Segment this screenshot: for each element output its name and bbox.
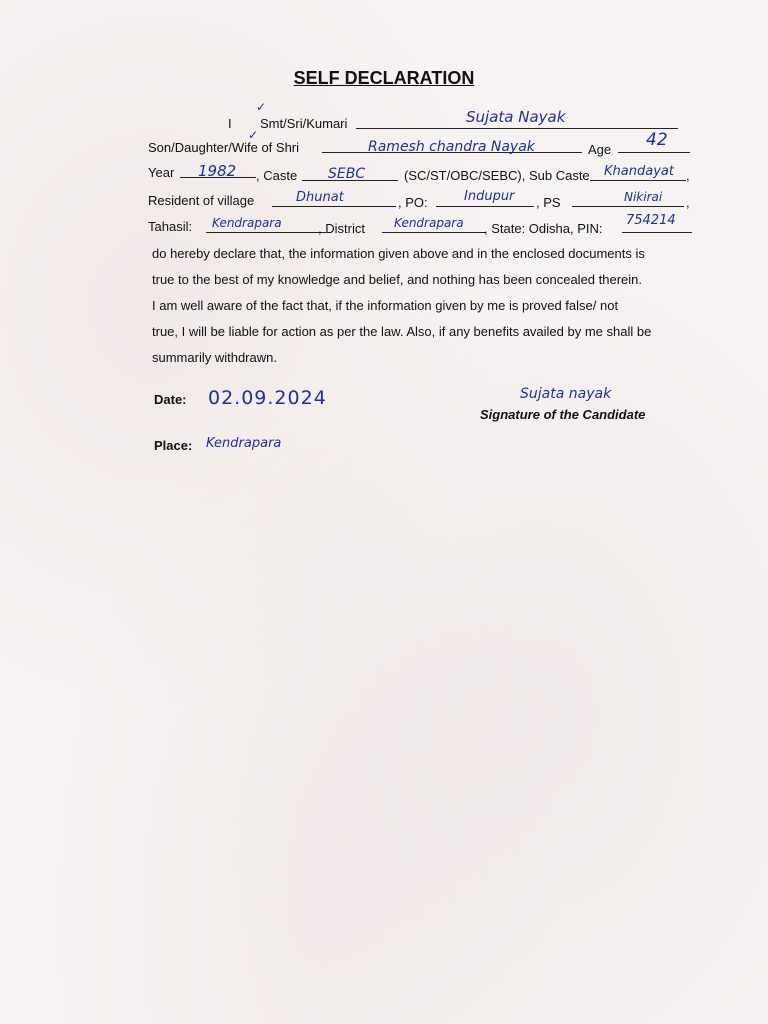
declaration-line: true to the best of my knowledge and belief, and nothing has been concealed therein. bbox=[152, 272, 643, 287]
declaration-line: summarily withdrawn. bbox=[152, 350, 277, 365]
pronoun-i: I bbox=[228, 116, 232, 131]
caste-value: SEBC bbox=[328, 166, 366, 182]
document-title: SELF DECLARATION bbox=[293, 68, 475, 88]
signature-handwritten: Sujata nayak bbox=[520, 386, 612, 402]
po-underline bbox=[436, 206, 534, 207]
row4-comma: , bbox=[686, 195, 690, 210]
declaration-paragraph bbox=[152, 241, 698, 371]
year-label: Year bbox=[148, 165, 175, 180]
po-value: Indupur bbox=[464, 189, 515, 204]
pin-underline bbox=[622, 232, 692, 233]
date-value: 02.09.2024 bbox=[208, 387, 327, 409]
caste-label: , Caste bbox=[256, 168, 298, 183]
tahasil-underline bbox=[206, 232, 326, 233]
signature-label: Signature of the Candidate bbox=[480, 407, 646, 422]
date-label: Date: bbox=[154, 392, 187, 407]
place-label: Place: bbox=[154, 438, 193, 453]
subcaste-underline bbox=[590, 180, 686, 181]
district-label: , District bbox=[318, 221, 365, 236]
candidate-name: Sujata Nayak bbox=[466, 108, 566, 126]
sub-caste-value: Khandayat bbox=[604, 164, 674, 179]
state-pin-label: , State: Odisha, PIN: bbox=[484, 221, 603, 236]
village-underline bbox=[272, 206, 396, 207]
relation-label: Son/Daughter/Wife of Shri bbox=[148, 140, 300, 155]
village-value: Dhunat bbox=[296, 190, 344, 205]
ps-underline bbox=[572, 206, 684, 207]
age-label: Age bbox=[588, 142, 612, 157]
ps-label: , PS bbox=[536, 195, 561, 210]
tahasil-value: Kendrapara bbox=[212, 216, 282, 230]
declaration-line: I am well aware of the fact that, if the information given by me is proved false/ not bbox=[152, 298, 619, 313]
pin-value: 754214 bbox=[626, 213, 676, 228]
district-value: Kendrapara bbox=[394, 216, 464, 230]
ps-value: Nikirai bbox=[624, 190, 663, 204]
tick-mark: ✓ bbox=[256, 100, 267, 114]
father-name: Ramesh chandra Nayak bbox=[368, 139, 535, 155]
name-underline bbox=[356, 128, 678, 129]
birth-year: 1982 bbox=[198, 162, 237, 180]
tick-mark: ✓ bbox=[248, 128, 259, 142]
declaration-line: do hereby declare that, the information given above and in the enclosed documents is bbox=[152, 246, 645, 261]
tahasil-label: Tahasil: bbox=[148, 219, 193, 234]
declaration-line: true, I will be liable for action as per the law. Also, if any benefits availed by me shall be bbox=[152, 324, 652, 339]
place-value: Kendrapara bbox=[206, 436, 282, 451]
village-label: Resident of village bbox=[148, 193, 255, 208]
age-value: 42 bbox=[646, 130, 668, 150]
district-underline bbox=[382, 232, 486, 233]
title-options-label: Smt/Sri/Kumari bbox=[260, 116, 348, 131]
age-underline bbox=[618, 152, 690, 153]
row3-comma: , bbox=[686, 168, 690, 183]
po-label: , PO: bbox=[398, 195, 428, 210]
caste-options-label: (SC/ST/OBC/SEBC), Sub Caste bbox=[404, 168, 590, 183]
